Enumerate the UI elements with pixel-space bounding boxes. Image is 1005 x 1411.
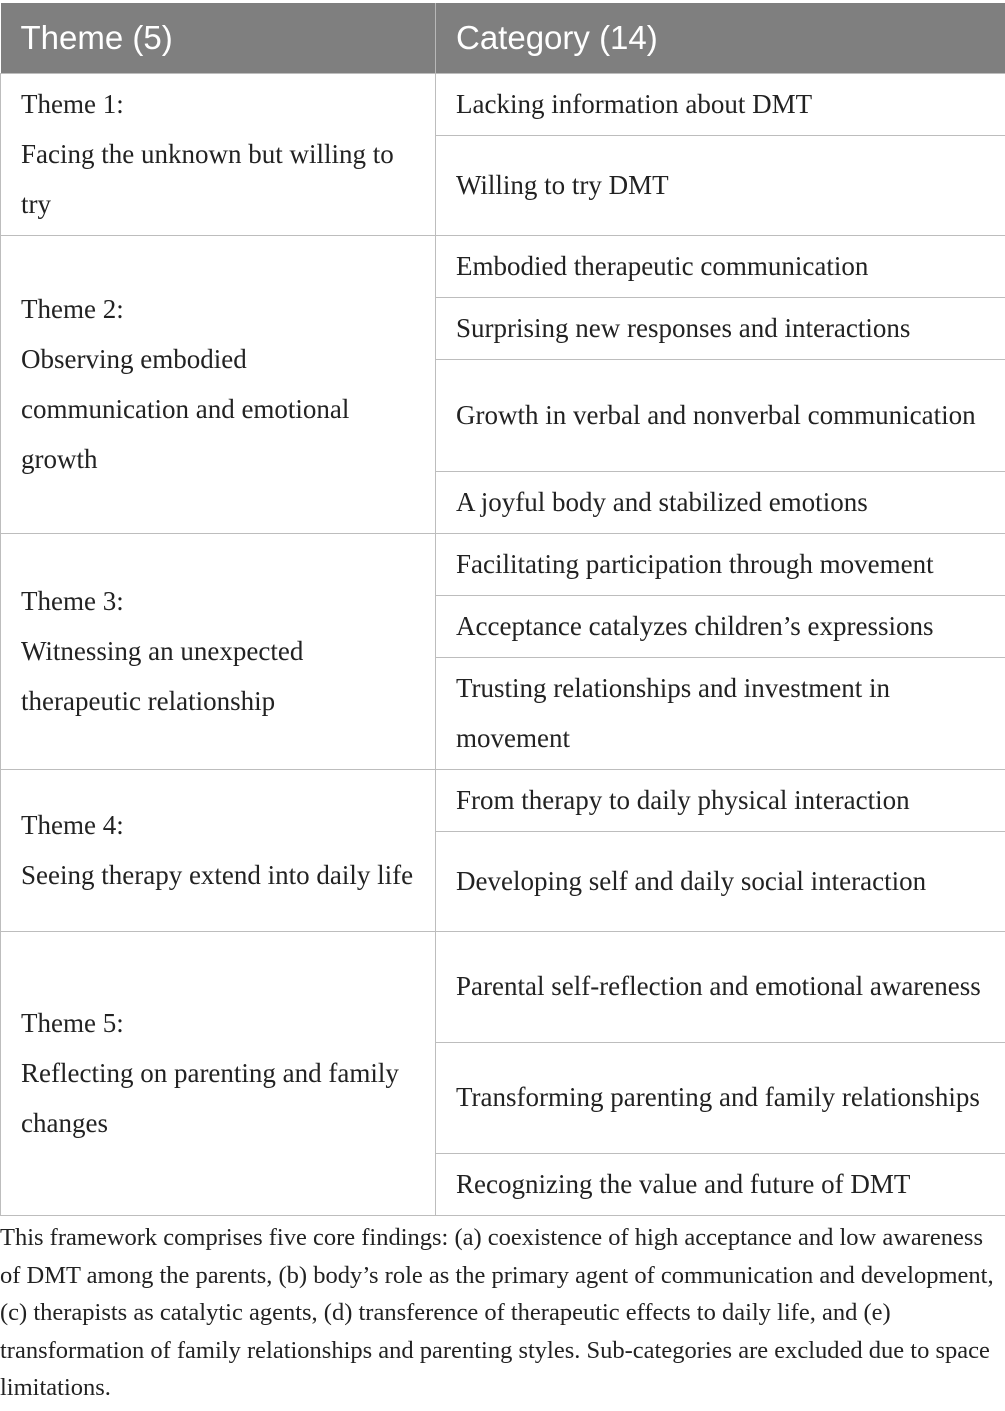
category-cell: Parental self-reflection and emotional awareness [436,931,1005,1042]
theme-number: Theme 4: [21,809,124,840]
theme-number: Theme 2: [21,293,124,324]
theme-column-header: Theme (5) [1,3,436,73]
theme-number: Theme 3: [21,585,124,616]
theme-number: Theme 1: [21,88,124,119]
category-cell: Transforming parenting and family relationships [436,1042,1005,1153]
table-row [1,769,1005,831]
category-cell: Lacking information about DMT [436,73,1005,135]
category-column-header: Category (14) [436,3,1005,73]
table-row [1,235,1005,297]
theme-cell [1,73,436,235]
theme-cell [1,769,436,931]
category-cell: Acceptance catalyzes children’s expressions [436,595,1005,657]
category-cell: A joyful body and stabilized emotions [436,471,1005,533]
table-row [1,931,1005,1042]
theme-title: Seeing therapy extend into daily life [21,859,414,890]
category-cell: Embodied therapeutic communication [436,235,1005,297]
table-footnote: This framework comprises five core findings: (a) coexistence of high acceptance and low awareness of DMT among the parents, (b) body’s role as the primary agent of communication and development, (c) therapists as catalytic agents, (d) transference of therapeutic effects to daily life, and (e) transformation of family relationships and parenting styles. Sub-categories are excluded due to space limitations. [0,1224,994,1401]
theme-cell [1,533,436,769]
theme-title: Facing the unknown but willing to try [21,138,394,219]
theme-cell [1,931,436,1215]
table-row [1,533,1005,595]
category-cell: Developing self and daily social interaction [436,831,1005,931]
category-cell: Willing to try DMT [436,135,1005,235]
theme-title: Observing embodied communication and emotional growth [21,343,350,474]
table-header-row [1,3,1005,73]
category-cell: Trusting relationships and investment in movement [436,657,1005,769]
theme-title: Witnessing an unexpected therapeutic relationship [21,635,304,716]
category-cell: From therapy to daily physical interaction [436,769,1005,831]
category-cell: Surprising new responses and interactions [436,297,1005,359]
theme-title: Reflecting on parenting and family changes [21,1057,399,1138]
category-cell: Growth in verbal and nonverbal communication [436,359,1005,471]
theme-cell [1,235,436,533]
themes-table-container [0,3,1005,1216]
themes-table [0,3,1005,1216]
category-cell: Recognizing the value and future of DMT [436,1153,1005,1215]
category-cell: Facilitating participation through movement [436,533,1005,595]
table-row [1,73,1005,135]
theme-number: Theme 5: [21,1007,124,1038]
